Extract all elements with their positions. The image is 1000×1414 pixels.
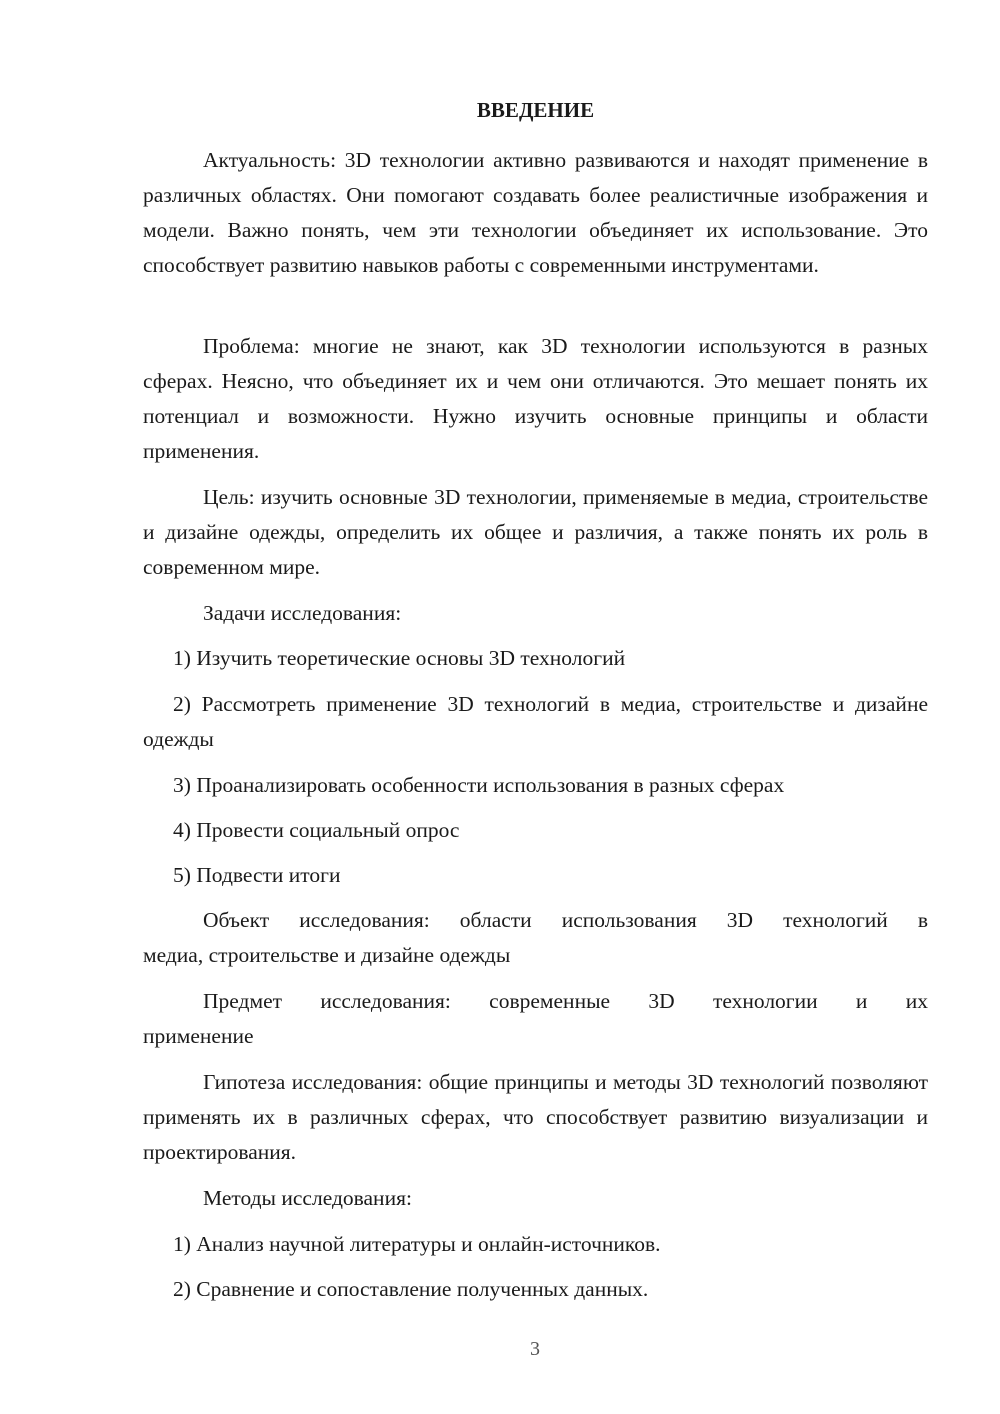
page-title: ВВЕДЕНИЕ: [476, 98, 595, 122]
object-line: Объект исследования: области использования 3D технологий в: [203, 908, 928, 932]
methods-heading: Методы исследования:: [203, 1186, 412, 1210]
task-item: 3) Проанализировать особенности использования в разных сферах: [173, 773, 785, 797]
hypothesis-paragraph: Гипотеза исследования: общие принципы и методы 3D технологий позволяют применять их в различных сферах, что способствует развитию визуализации и проектирования.: [143, 1070, 928, 1164]
object-line: медиа, строительстве и дизайне одежды: [143, 943, 511, 967]
method-item: 1) Анализ научной литературы и онлайн-источников.: [173, 1232, 661, 1256]
subject-paragraph: [143, 984, 928, 1054]
goal-paragraph: Цель: изучить основные 3D технологии, применяемые в медиа, строительстве и дизайне одежды, определить их общее и различия, а также понять их роль в современном мире.: [143, 485, 928, 579]
task-item: 5) Подвести итоги: [173, 863, 341, 887]
task-item: 1) Изучить теоретические основы 3D технологий: [173, 646, 626, 670]
page-number: 3: [530, 1338, 540, 1360]
subject-line: применение: [143, 1024, 254, 1048]
task-item: 4) Провести социальный опрос: [173, 818, 460, 842]
problem-paragraph: Проблема: многие не знают, как 3D технологии используются в разных сферах. Неясно, что объединяет их и чем они отличаются. Это мешает понять их потенциал и возможности. Нужно изучить основные принципы и области применения.: [143, 334, 928, 463]
relevance-paragraph: Актуальность: 3D технологии активно развиваются и находят применение в различных областях. Они помогают создавать более реалистичные изображения и модели. Важно понять, чем эти технологии объединяет их использование. Это способствует развитию навыков работы с современными инструментами.: [143, 148, 928, 277]
subject-line: Предмет исследования: современные 3D технологии и их: [203, 989, 928, 1013]
object-paragraph: [143, 903, 928, 973]
method-item: 2) Сравнение и сопоставление полученных данных.: [173, 1277, 649, 1301]
tasks-heading: Задачи исследования:: [203, 601, 402, 625]
task-item: 2) Рассмотреть применение 3D технологий в медиа, строительстве и дизайне одежды: [143, 692, 928, 751]
